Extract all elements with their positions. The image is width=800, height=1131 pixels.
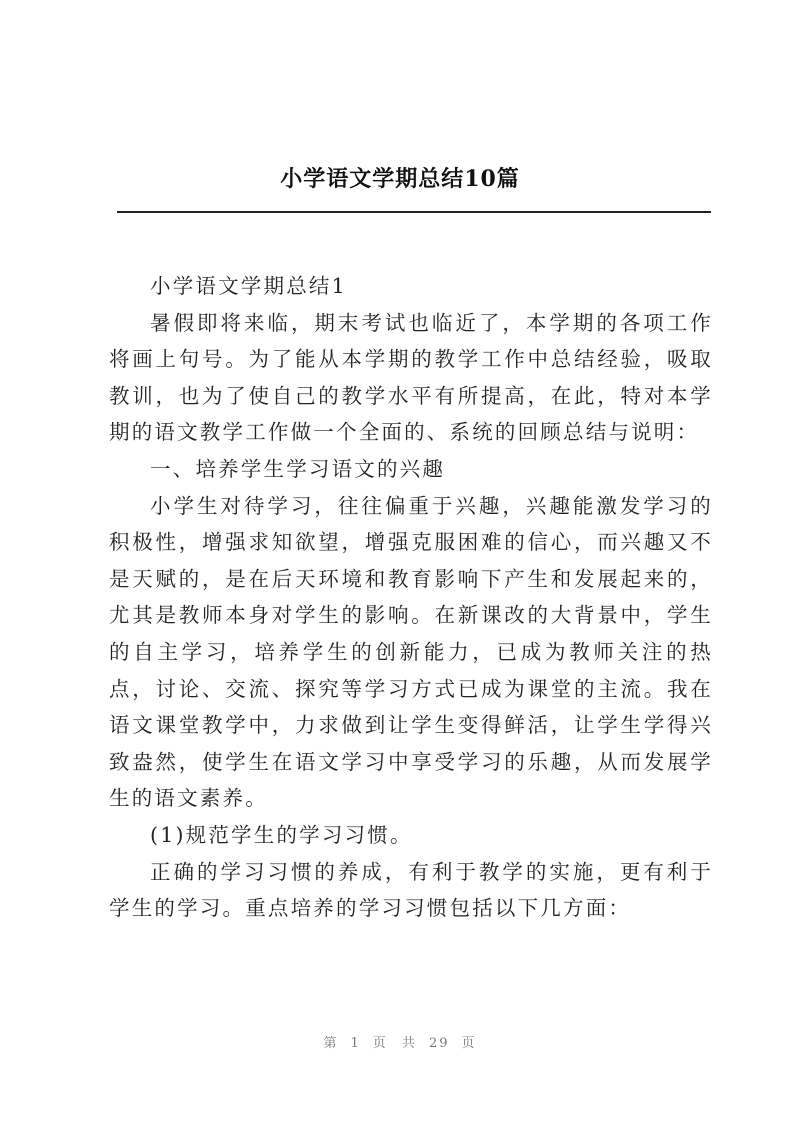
page-number: 1 [350, 1036, 361, 1051]
total-pages: 29 [428, 1036, 450, 1051]
list-heading: (1)规范学生的学习习惯。 [150, 822, 413, 847]
document-title: 小学语文学期总结10篇 [280, 166, 520, 192]
subsection-heading: 一、培养学生学习语文的兴趣 [150, 456, 446, 481]
paragraph: 正确的学习习惯的养成，有利于教学的实施，更有利于学生的学习。重点培养的学习习惯包括以下几方面： [109, 859, 713, 921]
document-body [109, 268, 713, 927]
page-footer [0, 1032, 800, 1051]
footer-prefix: 第 [323, 1036, 339, 1051]
footer-suffix: 页 [461, 1036, 477, 1051]
title-divider [117, 211, 711, 213]
paragraph: 小学生对待学习，往往偏重于兴趣，兴趣能激发学习的积极性，增强求知欲望，增强克服困难的信心，而兴趣又不是天赋的，是在后天环境和教育影响下产生和发展起来的，尤其是教师本身对学生的影响。在新课改的大背景中，学生的自主学习，培养学生的创新能力，已成为教师关注的热点，讨论、交流、探究等学习方式已成为课堂的主流。我在语文课堂教学中，力求做到让学生变得鲜活，让学生学得兴致盎然，使学生在语文学习中享受学习的乐趣，从而发展学生的语文素养。 [109, 493, 713, 811]
paragraph: 暑假即将来临，期末考试也临近了，本学期的各项工作将画上句号。为了能从本学期的教学工作中总结经验，吸取教训，也为了使自己的教学水平有所提高，在此，特对本学期的语文教学工作做一个全面的、系统的回顾总结与说明： [109, 310, 713, 445]
footer-middle: 页 共 [372, 1036, 417, 1051]
section-heading: 小学语文学期总结1 [150, 274, 347, 298]
